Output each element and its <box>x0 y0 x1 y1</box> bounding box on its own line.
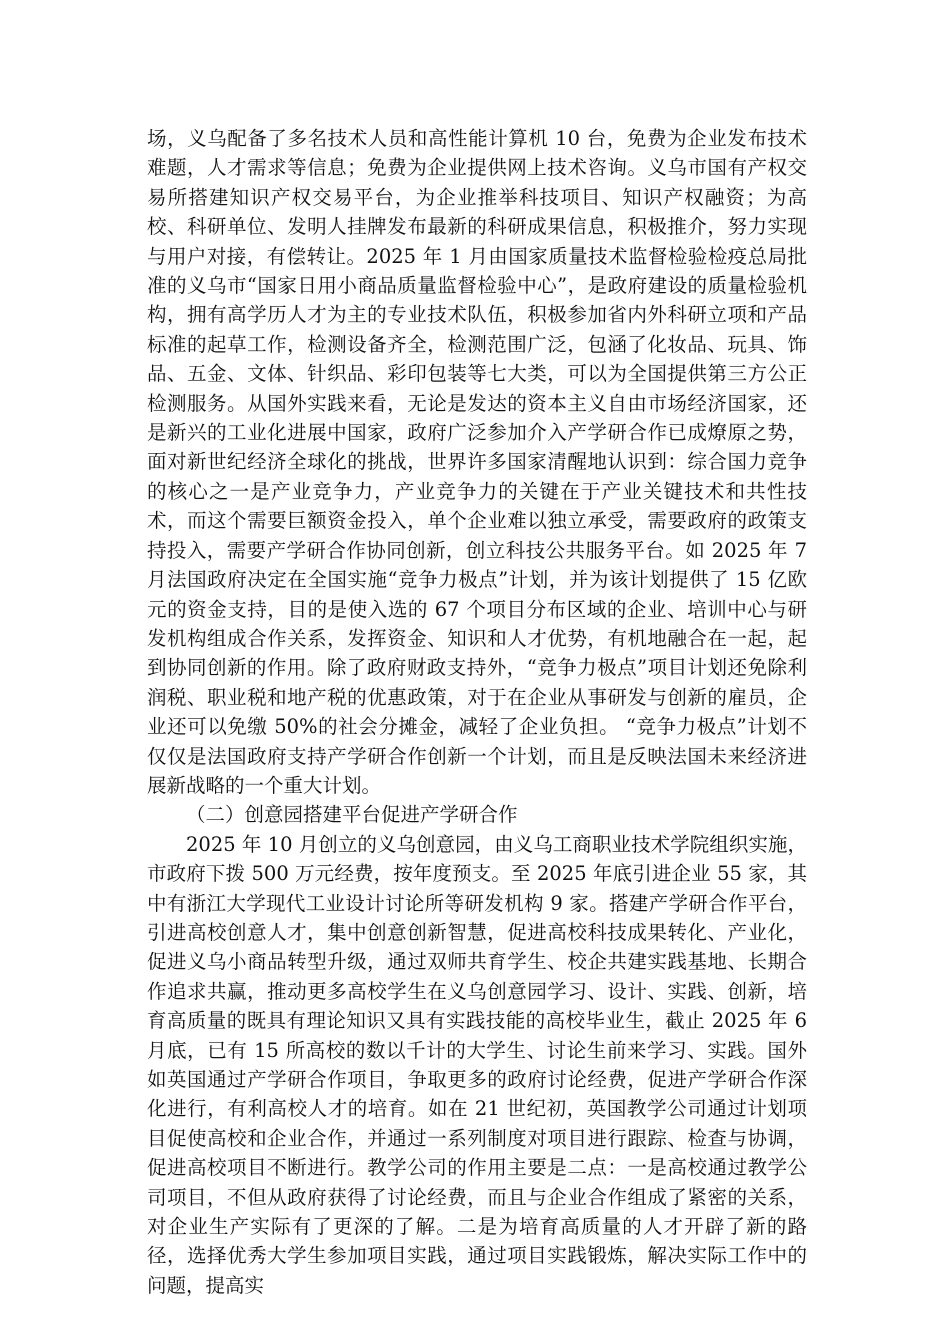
section-heading: （二）创意园搭建平台促进产学研合作 <box>186 803 518 827</box>
body-paragraph: 2025 年 10 月创立的义乌创意园，由义乌工商职业技术学院组织实施，市政府下拨 500 万元经费，按年度预支。至 2025 年底引进企业 55 家，其中有浙江大学现代工业设计讨论所等研发机构 9 家。搭建产学研合作平台，引进高校创意人才，集中创意创新智慧，促进高校科技成果转化、产业化，促进义乌小商品转型升级，通过双师共育学生、校企共建实践基地、长期合作追求共赢，推动更多高校学生在义乌创意园学习、设计、实践、创新，培育高质量的既具有理论知识又具有实践技能的高校毕业生，截止 2025 年 6 月底，已有 15 所高校的数以千计的大学生、讨论生前来学习、实践。国外如英国通过产学研合作项目，争取更多的政府讨论经费，促进产学研合作深化进行，有利高校人才的培育。如在 21 世纪初，英国教学公司通过计划项目促使高校和企业合作，并通过一系列制度对项目进行跟踪、检查与协调，促进高校项目不断进行。教学公司的作用主要是二点：一是高校通过教学公司项目，不但从政府获得了讨论经费，而且与企业合作组成了紧密的关系，对企业生产实际有了更深的了解。二是为培育高质量的人才开辟了新的路径，选择优秀大学生参加项目实践，通过项目实践锻炼，解决实际工作中的问题，提高实 <box>147 832 807 1297</box>
body-paragraph: 场，义乌配备了多名技术人员和高性能计算机 10 台，免费为企业发布技术难题，人才需求等信息；免费为企业提供网上技术咨询。义乌市国有产权交易所搭建知识产权交易平台，为企业推举科技项目、知识产权融资；为高校、科研单位、发明人挂牌发布最新的科研成果信息，积极推介，努力实现与用户对接，有偿转让。2025 年 1 月由国家质量技术监督检验检疫总局批准的义乌市“国家日用小商品质量监督检验中心”，是政府建设的质量检验机构，拥有高学历人才为主的专业技术队伍，积极参加省内外科研立项和产品标准的起草工作，检测设备齐全，检测范围广泛，包涵了化妆品、玩具、饰品、五金、文体、针织品、彩印包装等七大类，可以为全国提供第三方公正检测服务。从国外实践来看，无论是发达的资本主义自由市场经济国家，还是新兴的工业化进展中国家，政府广泛参加介入产学研合作已成燎原之势，面对新世纪经济全球化的挑战，世界许多国家清醒地认识到：综合国力竞争的核心之一是产业竞争力，产业竞争力的关键在于产业关键技术和共性技术，而这个需要巨额资金投入，单个企业难以独立承受，需要政府的政策支持投入，需要产学研合作协同创新，创立科技公共服务平台。如 2025 年 7 月法国政府决定在全国实施“竞争力极点”计划，并为该计划提供了 15 亿欧元的资金支持，目的是使入选的 67 个项目分布区域的企业、培训中心与研发机构组成合作关系，发挥资金、知识和人才优势，有机地融合在一起，起到协同创新的作用。除了政府财政支持外，“竞争力极点”项目计划还免除利润税、职业税和地产税的优惠政策，对于在企业从事研发与创新的雇员，企业还可以免缴 50%的社会分摊金，减轻了企业负担。 “竞争力极点”计划不仅仅是法国政府支持产学研合作创新一个计划，而且是反映法国未来经济进展新战略的一个重大计划。 <box>147 127 807 797</box>
document-body <box>147 124 807 1300</box>
